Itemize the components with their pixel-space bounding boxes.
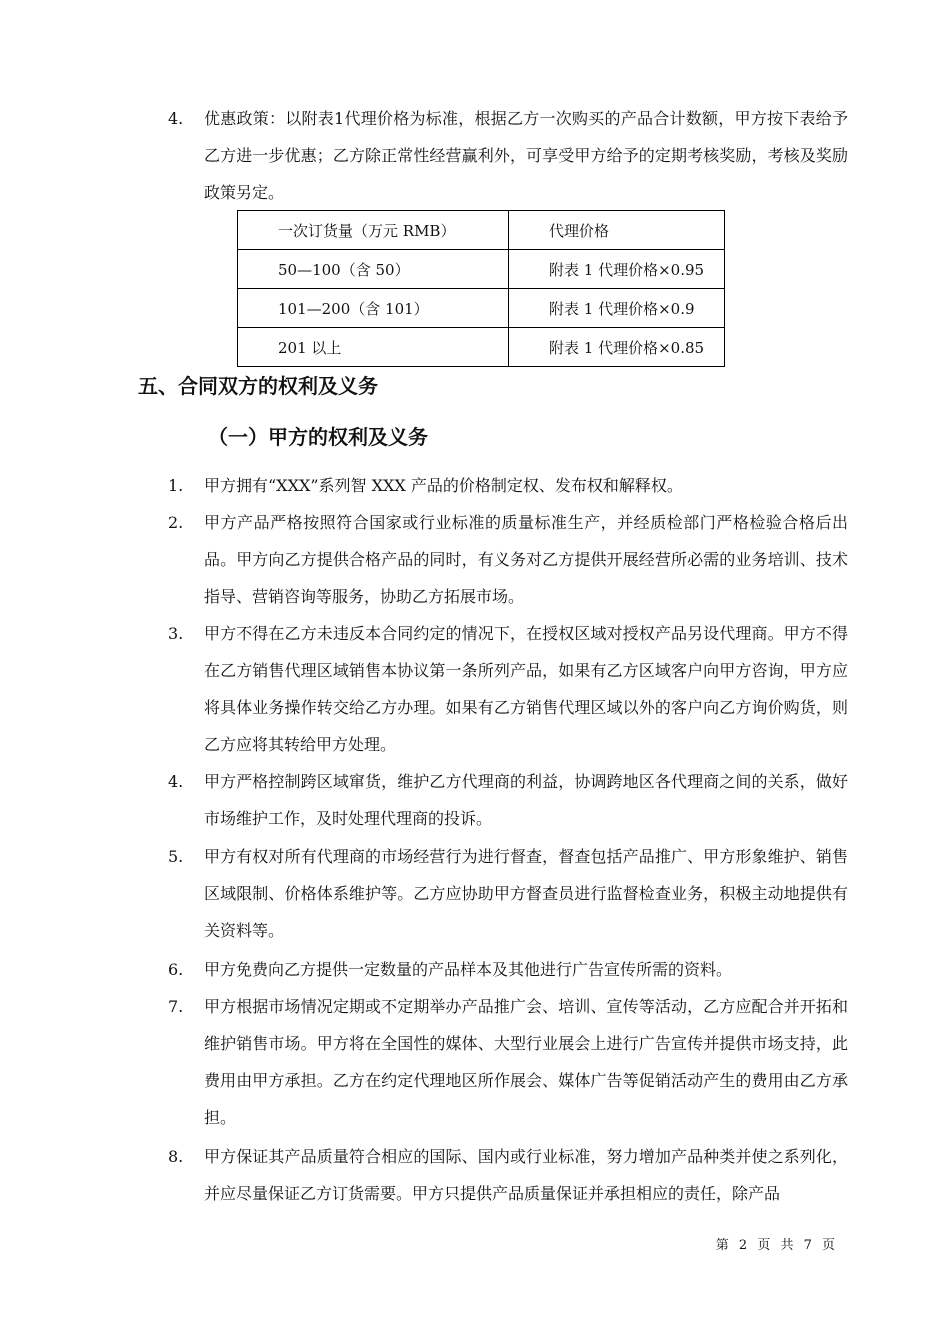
list-item-preferential-policy xyxy=(168,100,848,211)
list-text: 甲方严格控制跨区域窜货，维护乙方代理商的利益，协调跨地区各代理商之间的关系，做好市场维护工作，及时处理代理商的投诉。 xyxy=(204,772,848,828)
list-text: 甲方根据市场情况定期或不定期举办产品推广会、培训、宣传等活动，乙方应配合并开拓和维护销售市场。甲方将在全国性的媒体、大型行业展会上进行广告宣传并提供市场支持，此费用由甲方承担。乙方在约定代理地区所作展会、媒体广告等促销活动产生的费用由乙方承担。 xyxy=(204,997,848,1127)
list-text: 甲方免费向乙方提供一定数量的产品样本及其他进行广告宣传所需的资料。 xyxy=(204,960,733,979)
list-number: 5. xyxy=(168,847,184,866)
list-text: 优惠政策：以附表1代理价格为标准，根据乙方一次购买的产品合计数额，甲方按下表给予乙方进一步优惠；乙方除正常性经营赢利外，可享受甲方给予的定期考核奖励，考核及奖励政策另定。 xyxy=(204,109,848,202)
list-text: 甲方保证其产品质量符合相应的国际、国内或行业标准，努力增加产品种类并使之系列化，并应尽量保证乙方订货需要。甲方只提供产品质量保证并承担相应的责任，除产品 xyxy=(204,1147,848,1203)
subsection-heading: （一）甲方的权利及义务 xyxy=(208,425,428,449)
list-item xyxy=(168,951,848,988)
table-cell: 附表 1 代理价格×0.85 xyxy=(509,328,725,367)
list-text: 甲方拥有“XXX”系列智 XXX 产品的价格制定权、发布权和解释权。 xyxy=(204,476,683,495)
list-number: 1. xyxy=(168,476,184,495)
list-number: 2. xyxy=(168,513,184,532)
list-number: 3. xyxy=(168,624,184,643)
list-item xyxy=(168,504,848,615)
list-number: 7. xyxy=(168,997,184,1016)
header-agent-price: 代理价格 xyxy=(509,211,725,250)
list-item xyxy=(168,988,848,1136)
table-cell: 50—100（含 50） xyxy=(238,250,509,289)
table-row xyxy=(238,289,725,328)
list-item xyxy=(168,1138,848,1212)
list-text: 甲方产品严格按照符合国家或行业标准的质量标准生产，并经质检部门严格检验合格后出品。甲方向乙方提供合格产品的同时，有义务对乙方提供开展经营所必需的业务培训、技术指导、营销咨询等服务，协助乙方拓展市场。 xyxy=(204,513,848,606)
list-item xyxy=(168,615,848,763)
list-text: 甲方有权对所有代理商的市场经营行为进行督查，督查包括产品推广、甲方形象维护、销售区域限制、价格体系维护等。乙方应协助甲方督查员进行监督检查业务，积极主动地提供有关资料等。 xyxy=(204,847,848,940)
list-number: 6. xyxy=(168,960,184,979)
table-row xyxy=(238,328,725,367)
pricing-table xyxy=(237,210,725,367)
table-cell: 附表 1 代理价格×0.95 xyxy=(509,250,725,289)
section-heading: 五、合同双方的权利及义务 xyxy=(138,374,378,398)
list-number: 4. xyxy=(168,772,184,791)
list-item xyxy=(168,467,848,504)
list-text: 甲方不得在乙方未违反本合同约定的情况下，在授权区域对授权产品另设代理商。甲方不得在乙方销售代理区域销售本协议第一条所列产品，如果有乙方区域客户向甲方咨询，甲方应将具体业务操作转交给乙方办理。如果有乙方销售代理区域以外的客户向乙方询价购货，则乙方应将其转给甲方处理。 xyxy=(204,624,848,754)
table-cell: 201 以上 xyxy=(238,328,509,367)
table-header-row xyxy=(238,211,725,250)
table-row xyxy=(238,250,725,289)
header-order-amount: 一次订货量（万元 RMB） xyxy=(238,211,509,250)
list-item xyxy=(168,838,848,949)
list-item xyxy=(168,763,848,837)
list-number: 4. xyxy=(168,109,184,128)
table-cell: 附表 1 代理价格×0.9 xyxy=(509,289,725,328)
page-footer: 第 2 页 共 7 页 xyxy=(715,1238,838,1253)
table-cell: 101—200（含 101） xyxy=(238,289,509,328)
list-number: 8. xyxy=(168,1147,184,1166)
